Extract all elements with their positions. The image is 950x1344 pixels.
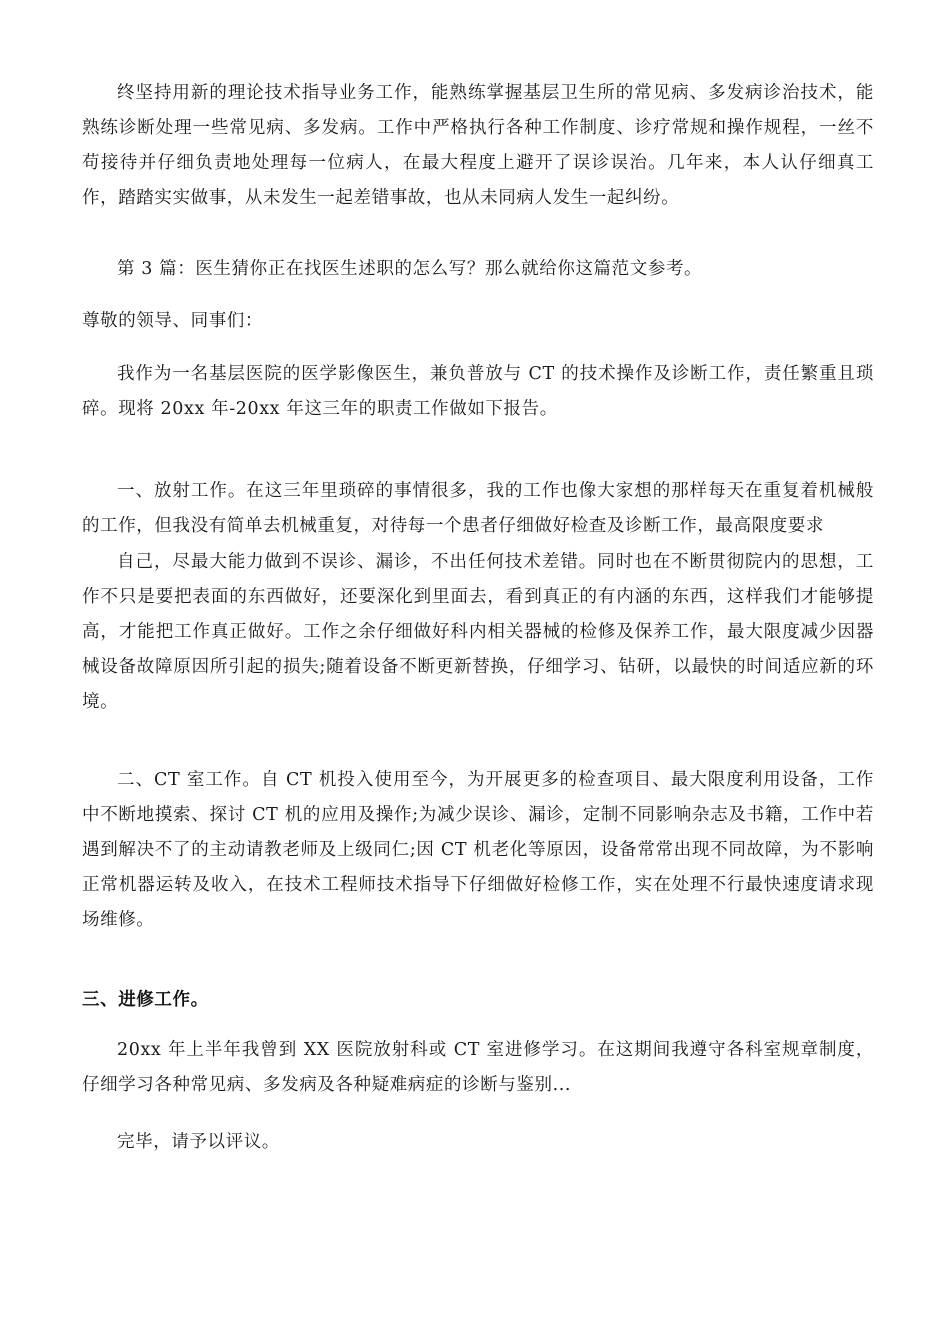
paragraph-further-study: 20xx 年上半年我曾到 XX 医院放射科或 CT 室进修学习。在这期间我遵守各科室规章制度，仔细学习各种常见病、多发病及各种疑难病症的诊断与鉴别... [82, 1040, 874, 1095]
paragraph-salutation: 尊敬的领导、同事们： [82, 311, 263, 331]
paragraph-work-summary: 终坚持用新的理论技术指导业务工作，能熟练掌握基层卫生所的常见病、多发病诊治技术，能熟练诊断处理一些常见病、多发病。工作中严格执行各种工作制度、诊疗常规和操作规程，一丝不苟接待并仔细负责地处理每一位病人，在最大程度上避开了误诊误治。几年来，本人认仔细真工作，踏踏实实做事，从未发生一起差错事故，也从未同病人发生一起纠纷。 [82, 83, 874, 208]
heading-further-study: 三、进修工作。 [82, 990, 209, 1010]
paragraph-radiology-work-continued: 自己，尽最大能力做到不误诊、漏诊，不出任何技术差错。同时也在不断贯彻院内的思想，工作不只是要把表面的东西做好，还要深化到里面去，看到真正的有内涵的东西，这样我们才能够提高，才能把工作真正做好。工作之余仔细做好科内相关器械的检修及保养工作，最大限度减少因器械设备故障原因所引起的损失;随着设备不断更新替换，仔细学习、钻研，以最快的时间适应新的环境。 [82, 552, 874, 712]
paragraph-radiology-work: 一、放射工作。在这三年里琐碎的事情很多，我的工作也像大家想的那样每天在重复着机械般的工作，但我没有简单去机械重复，对待每一个患者仔细做好检查及诊断工作，最高限度要求 [82, 481, 874, 536]
paragraph-closing: 完毕，请予以评议。 [117, 1132, 280, 1152]
paragraph-article-3-intro: 第 3 篇：医生猜你正在找医生述职的怎么写？那么就给你这篇范文参考。 [117, 259, 703, 279]
paragraph-ct-room-work: 二、CT 室工作。自 CT 机投入使用至今，为开展更多的检查项目、最大限度利用设备，工作中不断地摸索、探讨 CT 机的应用及操作;为减少误诊、漏诊，定制不同影响杂志及书籍，工作中若遇到解决不了的主动请教老师及上级同仁;因 CT 机老化等原因，设备常常出现不同故障，为不影响正常机器运转及收入，在技术工程师技术指导下仔细做好检修工作，实在处理不行最快速度请求现场维修。 [82, 770, 874, 930]
paragraph-self-introduction: 我作为一名基层医院的医学影像医生，兼负普放与 CT 的技术操作及诊断工作，责任繁重且琐碎。现将 20xx 年-20xx 年这三年的职责工作做如下报告。 [82, 364, 874, 419]
